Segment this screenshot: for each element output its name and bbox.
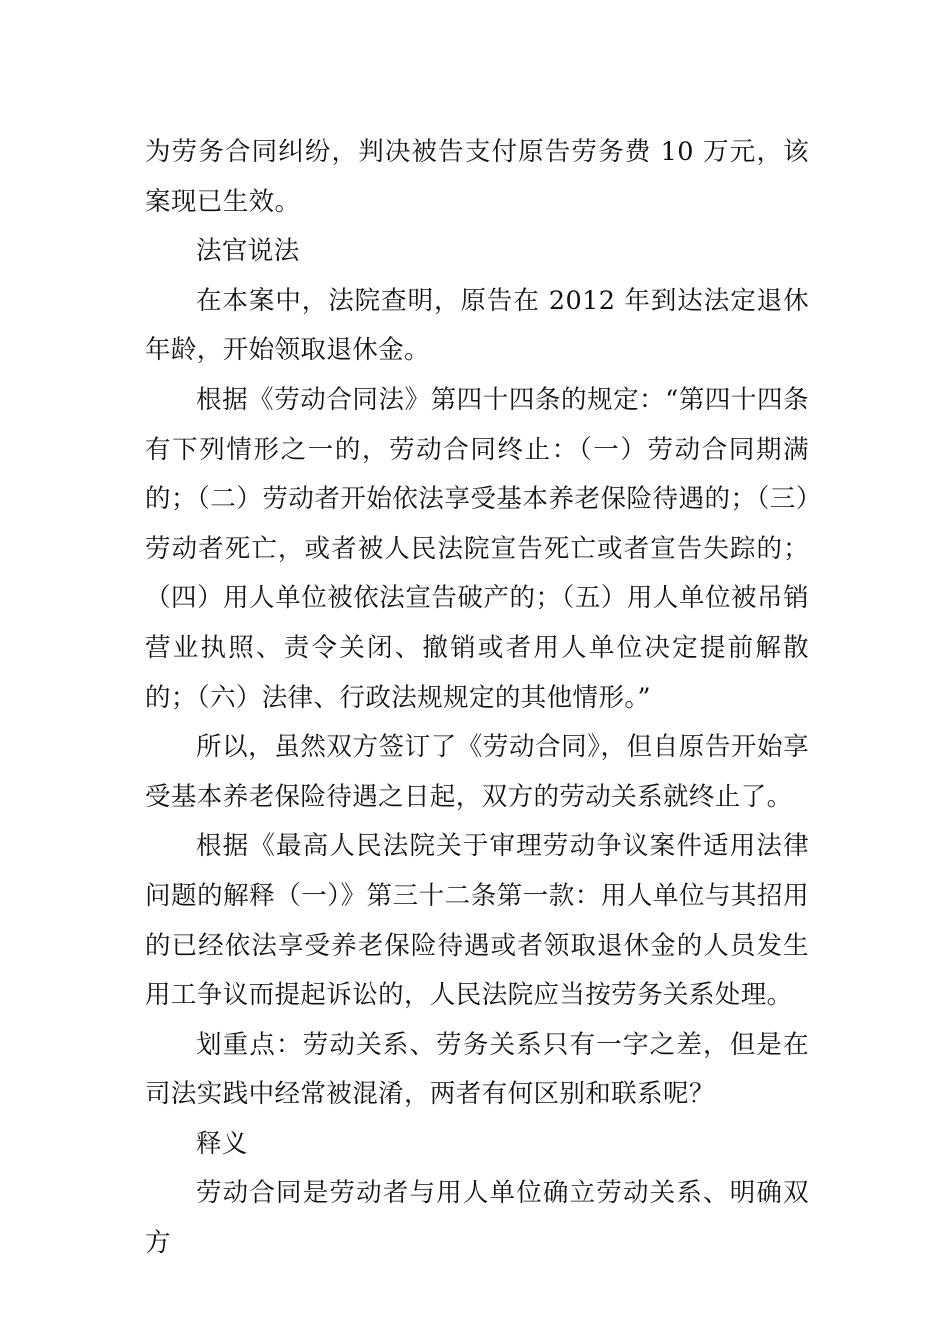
paragraph-key-point: 划重点：劳动关系、劳务关系只有一字之差，但是在司法实践中经常被混淆，两者有何区别和联系呢？ (145, 1029, 809, 1110)
section-heading-definition: 释义 (196, 1128, 248, 1159)
paragraph-continuation: 为劳务合同纠纷，判决被告支付原告劳务费 10 万元，该案现已生效。 (145, 137, 809, 217)
paragraph-conclusion: 所以，虽然双方签订了《劳动合同》，但自原告开始享受基本养老保险待遇之日起，双方的劳动关系就终止了。 (145, 732, 809, 812)
document-body (145, 128, 809, 1269)
paragraph-judicial-interpretation: 根据《最高人民法院关于审理劳动争议案件适用法律问题的解释（一）》第三十二条第一款：用人单位与其招用的已经依法享受养老保险待遇或者领取退休金的人员发生用工争议而提起诉讼的，人民法院应当按劳务关系处理。 (145, 831, 809, 1011)
paragraph-definition-start: 劳动合同是劳动者与用人单位确立劳动关系、明确双方 (145, 1178, 809, 1259)
paragraph-labor-contract-law-44: 根据《劳动合同法》第四十四条的规定：“第四十四条有下列情形之一的，劳动合同终止：（一）劳动合同期满的；（二）劳动者开始依法享受基本养老保险待遇的；（三）劳动者死亡，或者被人民法院宣告死亡或者宣告失踪的；（四）用人单位被依法宣告破产的；（五）用人单位被吊销营业执照、责令关闭、撤销或者用人单位决定提前解散的；（六）法律、行政法规规定的其他情形。” (145, 384, 809, 713)
section-heading-judge-explains: 法官说法 (196, 236, 300, 267)
paragraph-court-finding: 在本案中，法院查明，原告在 2012 年到达法定退休年龄，开始领取退休金。 (145, 285, 809, 366)
